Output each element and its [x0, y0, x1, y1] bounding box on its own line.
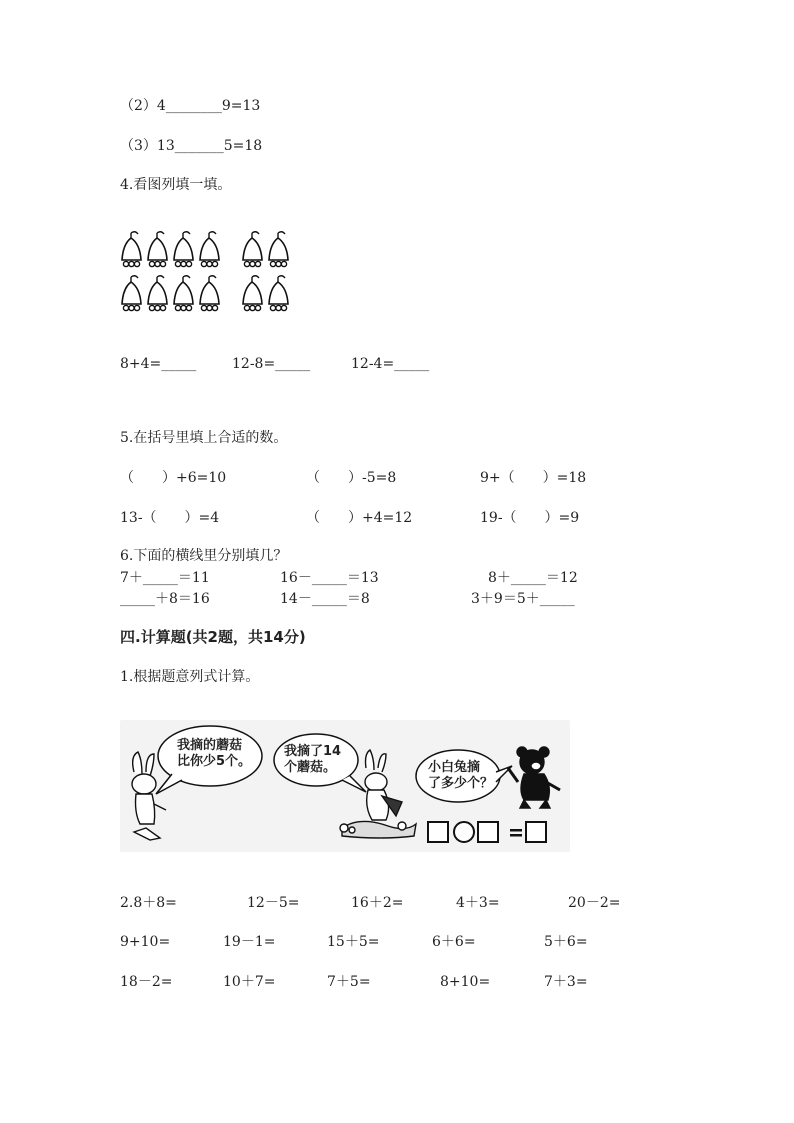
- q6-r1-c2: 16－_____＝13: [280, 570, 379, 586]
- bell-icon: [119, 230, 144, 276]
- q4-eq-2: 12-8=_____: [232, 356, 311, 372]
- bear-icon: [508, 747, 560, 808]
- q6-r1-c3: 8＋_____＝12: [488, 570, 578, 586]
- s4-q2-r3-c1: 18－2=: [120, 974, 173, 990]
- s4-q2-r1-c3: 16＋2=: [351, 895, 404, 911]
- bell-icon: [266, 230, 291, 276]
- bubble-2-line-2: 个蘑菇。: [284, 760, 337, 775]
- equals-bottom: [510, 834, 522, 837]
- q5-r1-c3: 9+（ ）=18: [480, 470, 587, 486]
- s4-q2-r3-c2: 10＋7=: [223, 974, 276, 990]
- bubble-1-line-2: 比你少5个。: [177, 754, 252, 769]
- q6-title: 6.下面的横线里分别填几？: [120, 548, 288, 564]
- s4-q2-r1-c2: 12－5=: [247, 895, 300, 911]
- mushroom-scene: [120, 720, 570, 852]
- equals-top: [510, 829, 522, 832]
- q3-item-2: （2）4________9=13: [120, 98, 261, 114]
- bubble-1-line-1: 我摘的蘑菇: [177, 738, 243, 753]
- section-4-title: 四.计算题(共2题，共14分): [120, 628, 306, 646]
- answer-box-3: [526, 822, 546, 842]
- bell-row-2-right: [240, 274, 291, 320]
- answer-box-1: [428, 822, 448, 842]
- operator-circle: [454, 822, 474, 842]
- bell-icon: [240, 230, 265, 276]
- s4-q2-r3-c4: 8+10=: [440, 974, 491, 990]
- q6-r2-c3: 3＋9＝5＋_____: [471, 591, 575, 607]
- q6-r2-c2: 14－_____＝8: [280, 591, 370, 607]
- bubble-3-line-2: 了多少个？: [428, 776, 494, 791]
- q6-r2-c1: _____＋8＝16: [120, 591, 210, 607]
- bell-icon: [171, 274, 196, 320]
- q5-r2-c3: 19-（ ）=9: [480, 510, 580, 526]
- s4-q2-r1-c5: 20－2=: [568, 895, 621, 911]
- s4-q2-r2-c3: 15＋5=: [327, 934, 380, 950]
- bell-icon: [119, 274, 144, 320]
- bell-icon: [240, 274, 265, 320]
- q4-eq-1: 8+4=_____: [120, 356, 197, 372]
- s4-q2-r2-c2: 19－1=: [223, 934, 276, 950]
- q3-item-3: （3）13_______5=18: [120, 138, 263, 154]
- bell-icon: [145, 274, 170, 320]
- s4-q2-r2-c5: 5＋6=: [544, 934, 588, 950]
- s4-q1-title: 1.根据题意列式计算。: [120, 669, 260, 685]
- bell-row-2-left: [119, 274, 222, 320]
- s4-q2-r1-c1: 2.8＋8=: [120, 895, 177, 911]
- q5-r2-c1: 13-（ ）=4: [120, 510, 220, 526]
- s4-q2-r2-c4: 6＋6=: [432, 934, 476, 950]
- q4-title: 4.看图列填一填。: [120, 177, 232, 193]
- bubble-3-line-1: 小白兔摘: [428, 760, 481, 775]
- q5-title: 5.在括号里填上合适的数。: [120, 430, 288, 446]
- bell-icon: [266, 274, 291, 320]
- q5-r2-c2: （ ）+4=12: [306, 510, 413, 526]
- bell-icon: [197, 230, 222, 276]
- bubble-2-line-1: 我摘了14: [284, 744, 342, 759]
- bell-row-1-right: [240, 230, 291, 276]
- q6-r1-c1: 7＋_____＝11: [120, 570, 210, 586]
- s4-q2-r2-c1: 9+10=: [120, 934, 171, 950]
- bell-icon: [171, 230, 196, 276]
- s4-q2-r3-c5: 7＋3=: [544, 974, 588, 990]
- bell-icon: [197, 274, 222, 320]
- answer-box-2: [478, 822, 498, 842]
- q5-r1-c2: （ ）-5=8: [306, 470, 397, 486]
- bell-icon: [145, 230, 170, 276]
- s4-q2-r3-c3: 7＋5=: [327, 974, 371, 990]
- answer-equation-boxes: [428, 822, 546, 842]
- q4-eq-3: 12-4=_____: [351, 356, 430, 372]
- s4-q2-r1-c4: 4＋3=: [456, 895, 500, 911]
- bell-row-1-left: [119, 230, 222, 276]
- q5-r1-c1: （ ）+6=10: [120, 470, 227, 486]
